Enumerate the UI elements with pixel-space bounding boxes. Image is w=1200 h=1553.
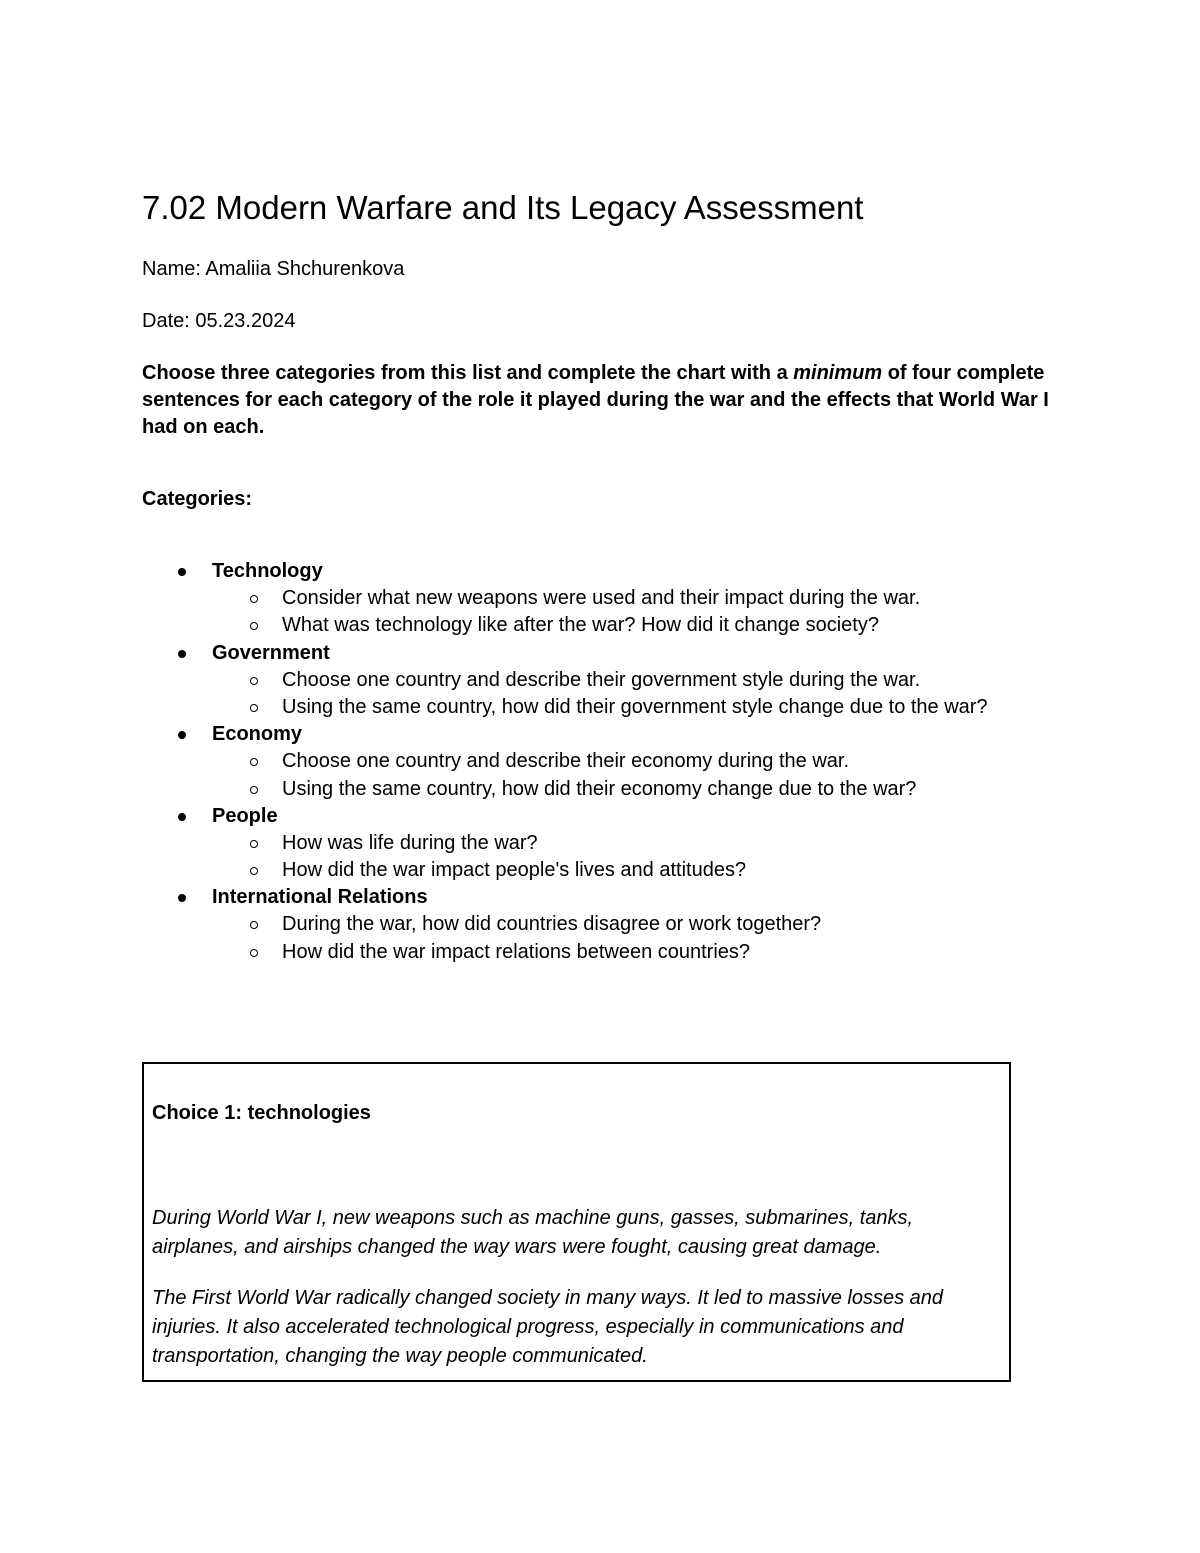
categories-heading: Categories:	[142, 488, 253, 510]
student-name: Name: Amaliia Shchurenkova	[142, 258, 405, 280]
prompt-text: How did the war impact relations between countries?	[282, 940, 751, 963]
prompt-item	[142, 776, 1102, 803]
category-item-technology	[142, 558, 1102, 640]
bullet-disc-icon	[178, 568, 186, 576]
assignment-date: Date: 05.23.2024	[142, 310, 296, 332]
category-label: Government	[212, 641, 330, 664]
category-prompts	[142, 748, 1102, 802]
category-label: People	[212, 804, 278, 827]
category-prompts	[142, 911, 1102, 965]
prompt-item	[142, 585, 1102, 612]
prompt-item	[142, 748, 1102, 775]
prompt-item	[142, 939, 1102, 966]
instructions-text-start: Choose three categories from this list and complete the chart with a	[142, 362, 794, 384]
choice-1-table-cell	[142, 1062, 1011, 1382]
bullet-circle-icon	[250, 786, 258, 794]
category-list	[142, 558, 1102, 966]
category-label: International Relations	[212, 886, 428, 909]
category-item-international-relations	[142, 884, 1102, 966]
bullet-circle-icon	[250, 595, 258, 603]
prompt-item	[142, 830, 1102, 857]
category-prompts	[142, 667, 1102, 721]
category-item-government	[142, 640, 1102, 722]
choice-1-paragraph-2: The First World War radically changed society in many ways. It led to massive losses and injuries. It also accelerated technological progress, especially in communications and transportation, changing the way people communicated.	[152, 1287, 944, 1367]
bullet-disc-icon	[178, 650, 186, 658]
category-prompts	[142, 830, 1102, 884]
prompt-text: How was life during the war?	[282, 831, 538, 854]
instructions-emphasis: minimum	[793, 362, 883, 384]
prompt-text: How did the war impact people's lives and attitudes?	[282, 859, 747, 882]
bullet-disc-icon	[178, 894, 186, 902]
prompt-text: Consider what new weapons were used and their impact during the war.	[282, 587, 921, 610]
prompt-text: Choose one country and describe their government style during the war.	[282, 668, 921, 691]
prompt-text: Choose one country and describe their economy during the war.	[282, 750, 850, 773]
bullet-circle-icon	[250, 677, 258, 685]
bullet-circle-icon	[250, 921, 258, 929]
choice-1-paragraph-1: During World War I, new weapons such as machine guns, gasses, submarines, tanks, airplanes, and airships changed the way wars were fought, causing great damage.	[152, 1207, 914, 1258]
category-item-economy	[142, 721, 1102, 803]
category-label: Technology	[212, 560, 323, 582]
bullet-circle-icon	[250, 704, 258, 712]
bullet-circle-icon	[250, 840, 258, 848]
bullet-circle-icon	[250, 867, 258, 875]
choice-1-title: Choice 1: technologies	[152, 1102, 371, 1124]
prompt-text: During the war, how did countries disagree or work together?	[282, 913, 822, 936]
bullet-circle-icon	[250, 949, 258, 957]
category-label: Economy	[212, 723, 303, 746]
prompt-text: Using the same country, how did their government style change due to the war?	[282, 695, 988, 718]
bullet-disc-icon	[178, 813, 186, 821]
bullet-circle-icon	[250, 758, 258, 766]
category-prompts	[142, 585, 1102, 639]
instructions-text-end: of four complete sentences for each category of the role it played during the war and the effects that World War I had on each.	[142, 362, 1049, 438]
prompt-item	[142, 911, 1102, 938]
prompt-item	[142, 612, 1102, 639]
prompt-text: Using the same country, how did their economy change due to the war?	[282, 777, 917, 800]
prompt-text: What was technology like after the war? How did it change society?	[282, 614, 879, 637]
document-title: 7.02 Modern Warfare and Its Legacy Assessment	[142, 189, 864, 226]
category-item-people	[142, 803, 1102, 885]
prompt-item	[142, 667, 1102, 694]
bullet-circle-icon	[250, 622, 258, 630]
prompt-item	[142, 694, 1102, 721]
prompt-item	[142, 857, 1102, 884]
bullet-disc-icon	[178, 731, 186, 739]
instructions	[142, 360, 1072, 441]
